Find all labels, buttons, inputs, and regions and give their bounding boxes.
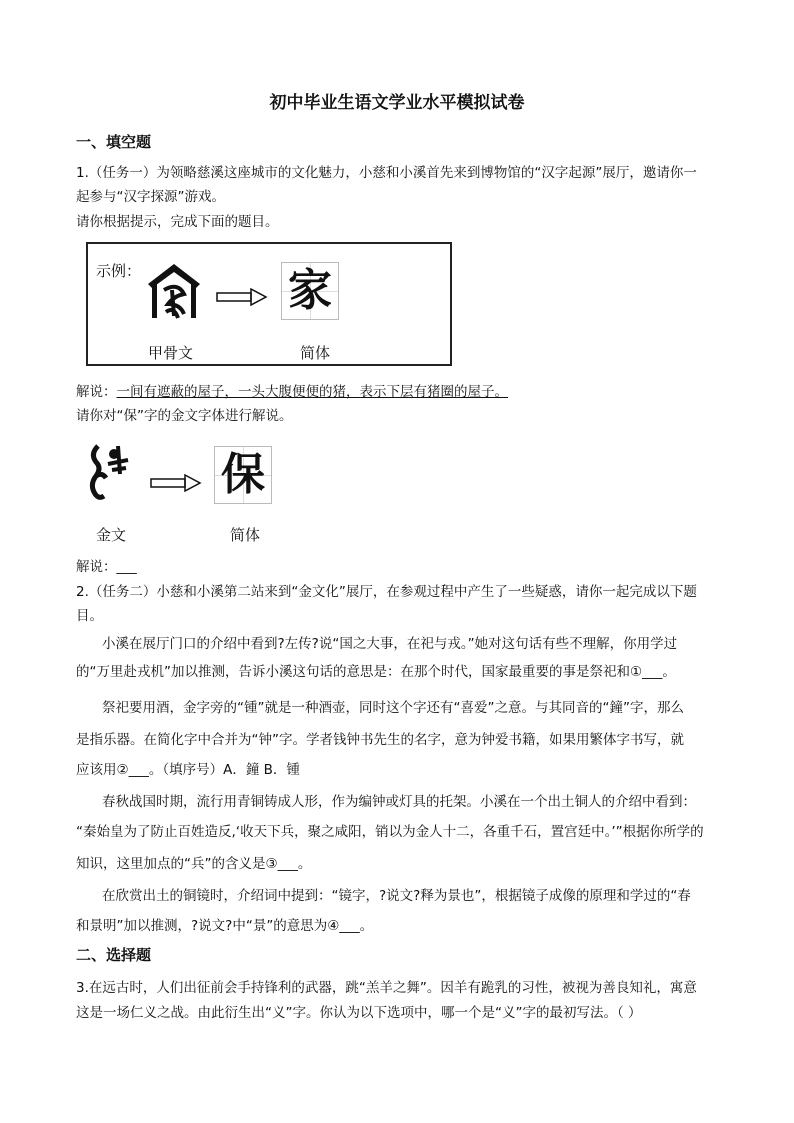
q1-text-line-1: 1.（任务一）为领略慈溪这座城市的文化魅力，小慈和小溪首先来到博物馆的“汉字起源”展厅，邀请你一	[76, 165, 697, 181]
example-label: 示例：	[96, 262, 142, 280]
caption-oracle-bone: 甲骨文	[148, 344, 194, 362]
q2-para1-line1: 小溪在展厅门口的介绍中看到?左传?说“国之大事，在祀与戎。”她对这句话有些不理解，你用学过	[102, 636, 678, 652]
arrow-right-icon	[216, 288, 268, 306]
q3-text-line-1: 3.在远古时，人们出征前会手持锋利的武器，跳“羔羊之舞”。因羊有跪乳的习性，被视为善良知礼，寓意	[76, 980, 697, 996]
arrow-right-icon	[150, 474, 202, 492]
section-heading-fill-in: 一、填空题	[76, 133, 152, 151]
oracle-bone-jia-icon	[144, 260, 204, 324]
q2-para4-line1: 在欣赏出土的铜镜时，介绍词中提到：“镜字，?说文?释为景也”，根据镜子成像的原理和学过的“春	[102, 888, 691, 904]
q2-para4-line2: 和景明”加以推测，?说文?中“景”的意思为④___。	[76, 918, 374, 934]
q3-text-line-2: 这是一场仁义之战。由此衍生出“义”字。你认为以下选项中，哪一个是“义”字的最初写法。（ ）	[76, 1005, 642, 1021]
q2-para2-line1: 祭祀要用酒，金字旁的“锺”就是一种酒壶，同时这个字还有“喜爱”之意。与其同音的“鐘”字，那么	[102, 700, 684, 716]
page-title: 初中毕业生语文学业水平模拟试卷	[269, 93, 525, 113]
q2-para2-line2: 是指乐器。在简化字中合并为“钟”字。学者钱钟书先生的名字，意为钟爱书籍，如果用繁体字书写，就	[76, 732, 684, 748]
q2-text-line-2: 目。	[76, 608, 103, 624]
caption-simplified-2: 简体	[230, 526, 261, 544]
q2-text-line-1: 2.（任务二）小慈和小溪第二站来到“金文化”展厅，在参观过程中产生了一些疑惑，请你一起完成以下题	[76, 584, 697, 600]
caption-bronze: 金文	[96, 526, 127, 544]
q2-para3-line1: 春秋战国时期，流行用青铜铸成人形，作为编钟或灯具的托架。小溪在一个出土铜人的介绍中看到：	[102, 794, 696, 810]
q2-para2-line3: 应该用②___。（填序号）A．鐘 B．锺	[76, 762, 300, 778]
example-box	[86, 242, 452, 366]
q1-answer-line: 解说：___	[76, 559, 137, 575]
q1-text-line-2: 起参与“汉字探源”游戏。	[76, 189, 225, 205]
simplified-char-bao: 保	[214, 446, 272, 504]
simplified-char-jia: 家	[281, 262, 339, 320]
section-heading-choice: 二、选择题	[76, 946, 152, 964]
q2-para3-line3: 知识，这里加点的“兵”的含义是③___。	[76, 856, 312, 872]
bronze-bao-icon	[84, 440, 134, 504]
q1-prompt: 请你对“保”字的金文字体进行解说。	[76, 408, 293, 424]
q1-instruction: 请你根据提示，完成下面的题目。	[76, 214, 279, 230]
example-explanation: 解说：一间有遮蔽的屋子，一头大腹便便的猪，表示下层有猪圈的屋子。	[76, 384, 508, 400]
q2-para1-line2: 的“万里赴戎机”加以推测，告诉小溪这句话的意思是：在那个时代，国家最重要的事是祭祀和①___。	[76, 664, 676, 680]
caption-simplified: 简体	[300, 344, 331, 362]
q2-para3-line2: “秦始皇为了防止百姓造反,‘收天下兵，聚之咸阳，销以为金人十二，各重千石，置宫廷中。’”根据你所学的	[76, 824, 704, 840]
